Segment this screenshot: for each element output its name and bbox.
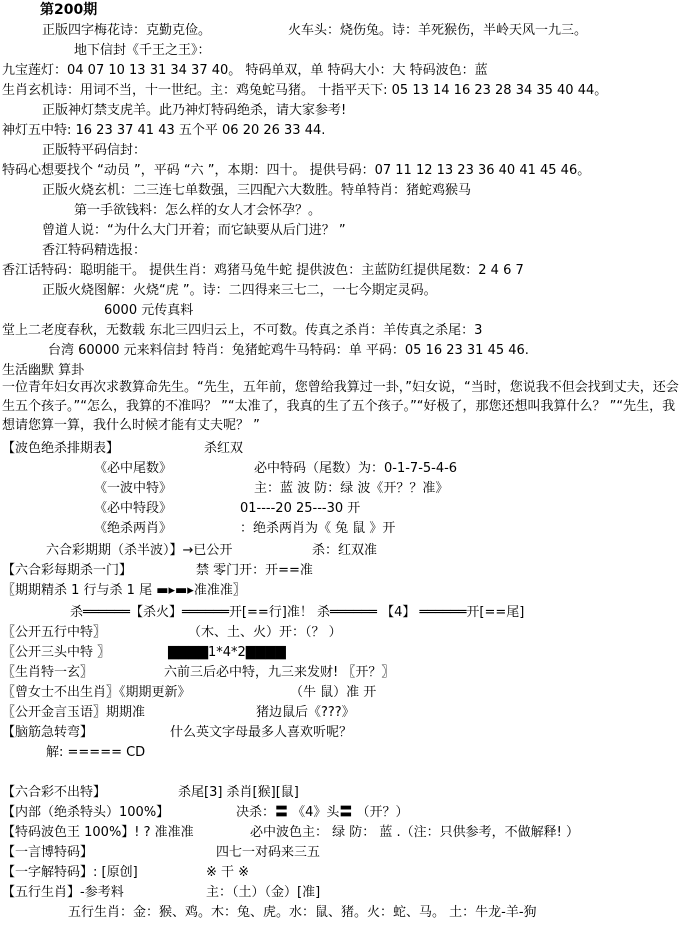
segment-label: 《必中特段》 (94, 501, 173, 516)
riddle-question: 什么英文字母最多人喜欢听呢？ (170, 725, 353, 740)
golden-words-label: 〖公开金言玉语〗期期准 (2, 705, 146, 720)
hk-words-line: 香江话特码：聪明能干。 提供生肖：鸡猪马兔牛蛇 提供波色：主蓝防红提供尾数：2 4 6 7 (2, 263, 524, 278)
segment-value: 01----20 25---30 开 (240, 501, 361, 516)
madam-zeng-label: 〖曾女士不出生肖〗《期期更新》 (2, 685, 191, 700)
lamp-five-line: 神灯五中特: 16 23 37 41 43 五个平 06 20 26 33 44. (2, 123, 326, 138)
three-head-label: 〖公开三头中特 〗 (2, 645, 111, 660)
half-wave-value: 杀：红双准 (312, 543, 378, 558)
one-word-value: 四七一对码来三五 (216, 845, 321, 860)
lotus-lamp-line: 九宝莲灯：04 07 10 13 31 34 37 40。 特码单双，单 特码大小：大 特码波色：蓝 (2, 63, 488, 78)
hk-report-title: 香江特码精选报： (42, 243, 147, 258)
taiwan-line: 台湾 60000 元来料信封 特肖：兔猪蛇鸡牛马特码：单 平码：05 16 23 31 45 46. (48, 343, 529, 358)
zodiac-mystery-value: 六前三后必中特，九三来发财! 〖开？〗 (164, 665, 395, 680)
wave-kill-value: 杀红双 (204, 441, 244, 456)
wave-king-value: 必中波色主： 绿 防： 蓝 .（注：只供参考，不做解释! ） (250, 825, 580, 840)
inner-kill-label: 【内部（绝杀特头）100%】 (2, 805, 170, 820)
wave-kill-title: 【波色绝杀排期表】 (2, 441, 120, 456)
issue-title: 第200期 (40, 2, 98, 18)
zeng-says-line: 曾道人说：“为什么大门开着；而它缺要从后门进？ ” (42, 223, 346, 238)
zodiac-poem-line: 生肖玄机诗：用词不当，十一世纪。主：鸡兔蛇马猪。 十指平天下: 05 13 14 16 23 28 34 35 40 44。 (2, 83, 608, 98)
no-special-label: 【六合彩不出特】 (2, 785, 107, 800)
plum-poem: 正版四字梅花诗：克勤克俭。 (42, 23, 212, 38)
train-head: 火车头：烧伤兔。诗：羊死猴伤，半岭天风一九三。 (288, 23, 588, 38)
first-hand-line: 第一手欲钱料：怎么样的女人才会怀孕？。 (74, 203, 322, 218)
one-char-value: ※ 干 ※ (206, 865, 250, 880)
special-heart-line: 特码心想要找个 “动员 ”，平码 “六 ”，本期：四十。 提供号码：07 11 12 13 23 36 40 41 45 46。 (2, 163, 591, 178)
underground-envelope: 地下信封《千王之王》： (74, 43, 211, 58)
flat-envelope: 正版特平码信封： (42, 143, 147, 158)
one-wave-value: 主：蓝 波 防：绿 波《开？？准》 (254, 481, 449, 496)
lamp-forbid-line: 正版神灯禁支虎羊。此乃神灯特码绝杀，请大家参考! (42, 103, 347, 118)
two-kill-value: ：绝杀两肖为《 兔 鼠 》开 (240, 521, 396, 536)
five-zodiac-label: 【五行生肖】-参考料 (2, 885, 124, 900)
precise-kill-row: 杀══════【杀火】══════开[==行]准！ 杀══════ 【4】 ══════开[==尾] (70, 605, 525, 620)
tail-label: 《必中尾数》 (94, 461, 173, 476)
fire-mystery-line: 正版火烧玄机：二三连七单数强，三四配六大数胜。特单特肖：猪蛇鸡猴马 (42, 183, 472, 198)
no-special-value: 杀尾[3] 杀肖[猴][鼠] (178, 785, 299, 800)
five-element-value: （木、土、火）开：（？ ） (188, 625, 342, 640)
wave-king-label: 【特码波色王 100%】! ? 准准准 (2, 825, 194, 840)
one-wave-label: 《一波中特》 (94, 481, 173, 496)
five-zodiac-list: 五行生肖：金：猴、鸡。木：兔、虎。水：鼠、猪。火：蛇、马。 土：牛龙-羊-狗 (68, 905, 537, 920)
kill-door-value: 禁 零门开：开==准 (196, 563, 313, 578)
five-element-label: 〖公开五行中特〗 (2, 625, 107, 640)
fire-diagram-line: 正版火烧图解：火烧“虎 ”。诗：二四得来三七二，一七今期定灵码。 (42, 283, 437, 298)
one-char-label: 【一字解特码】: [原创] (2, 865, 138, 880)
two-kill-label: 《绝杀两肖》 (94, 521, 173, 536)
inner-kill-value: 决杀：〓 《4》头〓 （开？） (236, 805, 409, 820)
madam-zeng-value: （牛 鼠）准 开 (290, 685, 377, 700)
zodiac-mystery-label: 〖生肖特一玄〗 (2, 665, 94, 680)
three-head-value: ▇▇▇▇1*4*2▇▇▇▇ (168, 645, 286, 660)
humor-story: 一位青年妇女再次求教算命先生。“先生，五年前，您曾给我算过一卦，”妇女说，“当时，您说我不但会找到丈夫，还会生五个孩子。”“怎么，我算的不准吗？ ”“太准了，我真的生了五个孩子。”“好极了，那您还想叫我算什么？ ”“先生，我想请您算一算，我什么时候才能有丈夫呢？ ” (2, 380, 679, 433)
humor-title: 生活幽默 算卦 (2, 363, 85, 378)
hall-line: 堂上二老度春秋，无数载 东北三四归云上，不可数。传真之杀肖：羊传真之杀尾：3 (2, 323, 483, 338)
kill-door-title: 【六合彩每期杀一门】 (2, 563, 133, 578)
golden-words-value: 猪边鼠后《???》 (256, 705, 355, 720)
half-wave-line: 六合彩期期（杀半波）】→已公开 (46, 543, 233, 558)
five-zodiac-value: 主：（土）（金）[准] (206, 885, 321, 900)
riddle-answer: 解: ===== CD (46, 745, 146, 760)
one-word-label: 【一言博特码】 (2, 845, 94, 860)
fax-title: 6000 元传真料 (104, 303, 194, 318)
precise-kill-title: 〖期期精杀 1 行与杀 1 尾 ▬▸▬▸准准准〗 (2, 583, 246, 598)
tail-value: 必中特码（尾数）为：0-1-7-5-4-6 (254, 461, 458, 476)
riddle-label: 【脑筋急转弯】 (2, 725, 94, 740)
